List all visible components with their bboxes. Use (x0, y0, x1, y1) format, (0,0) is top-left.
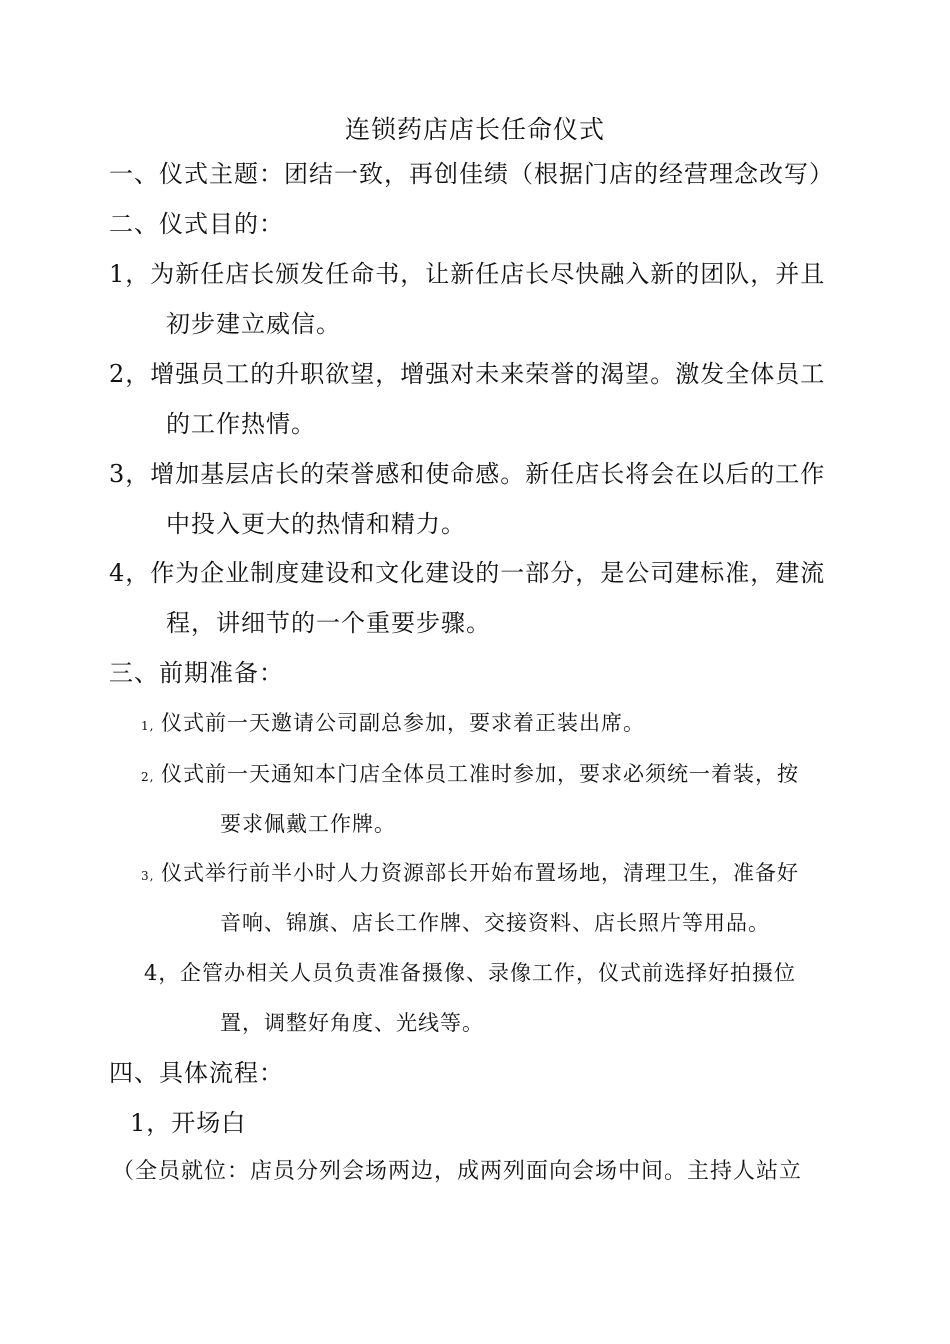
prep-3-line-2: 音响、锦旗、店长工作牌、交接资料、店长照片等用品。 (220, 911, 770, 935)
section-1-theme: 一、仪式主题：团结一致，再创佳绩（根据门店的经营理念改写） (109, 160, 834, 188)
purpose-4-line-1: 4，作为企业制度建设和文化建设的一部分，是公司建标准，建流 (109, 559, 826, 587)
purpose-2-line-1: 2，增强员工的升职欲望，增强对未来荣誉的渴望。激发全体员工 (109, 360, 826, 388)
prep-4-line-2: 置，调整好角度、光线等。 (220, 1011, 484, 1035)
section-4-heading: 四、具体流程： (109, 1059, 284, 1087)
document-title: 连锁药店店长任命仪式 (344, 115, 605, 144)
prep-4-number: 4， (144, 961, 181, 985)
prep-2-line-2: 要求佩戴工作牌。 (220, 812, 396, 836)
purpose-4-line-2: 程，讲细节的一个重要步骤。 (166, 609, 491, 637)
prep-2-line-1: 仪式前一天通知本门店全体员工准时参加，要求必须统一着装，按 (161, 762, 799, 786)
prep-4-line-1: 企管办相关人员负责准备摄像、录像工作，仪式前选择好拍摄位 (180, 961, 796, 985)
prep-1-line-1: 仪式前一天邀请公司副总参加，要求着正装出席。 (161, 711, 645, 735)
prep-item-2 (141, 757, 799, 794)
prep-item-3 (141, 856, 799, 893)
section-3-heading: 三、前期准备： (109, 659, 284, 687)
prep-3-line-1: 仪式举行前半小时人力资源部长开始布置场地，清理卫生，准备好 (161, 861, 799, 885)
prep-3-number: 3, (141, 869, 155, 883)
section-2-heading: 二、仪式目的： (109, 210, 284, 238)
prep-item-1 (141, 706, 645, 743)
flow-1-heading: 1，开场白 (130, 1109, 247, 1137)
prep-2-number: 2, (141, 770, 155, 784)
flow-1-description: （全员就位：店员分列会场两边，成两列面向会场中间。主持人站立 (112, 1159, 803, 1184)
prep-item-4 (144, 956, 796, 990)
purpose-3-line-1: 3，增加基层店长的荣誉感和使命感。新任店长将会在以后的工作 (109, 460, 826, 488)
prep-1-number: 1, (141, 719, 155, 733)
purpose-2-line-2: 的工作热情。 (166, 410, 316, 438)
purpose-3-line-2: 中投入更大的热情和精力。 (166, 510, 466, 538)
purpose-1-line-2: 初步建立威信。 (166, 310, 341, 338)
purpose-1-line-1: 1，为新任店长颁发任命书，让新任店长尽快融入新的团队，并且 (109, 260, 826, 288)
